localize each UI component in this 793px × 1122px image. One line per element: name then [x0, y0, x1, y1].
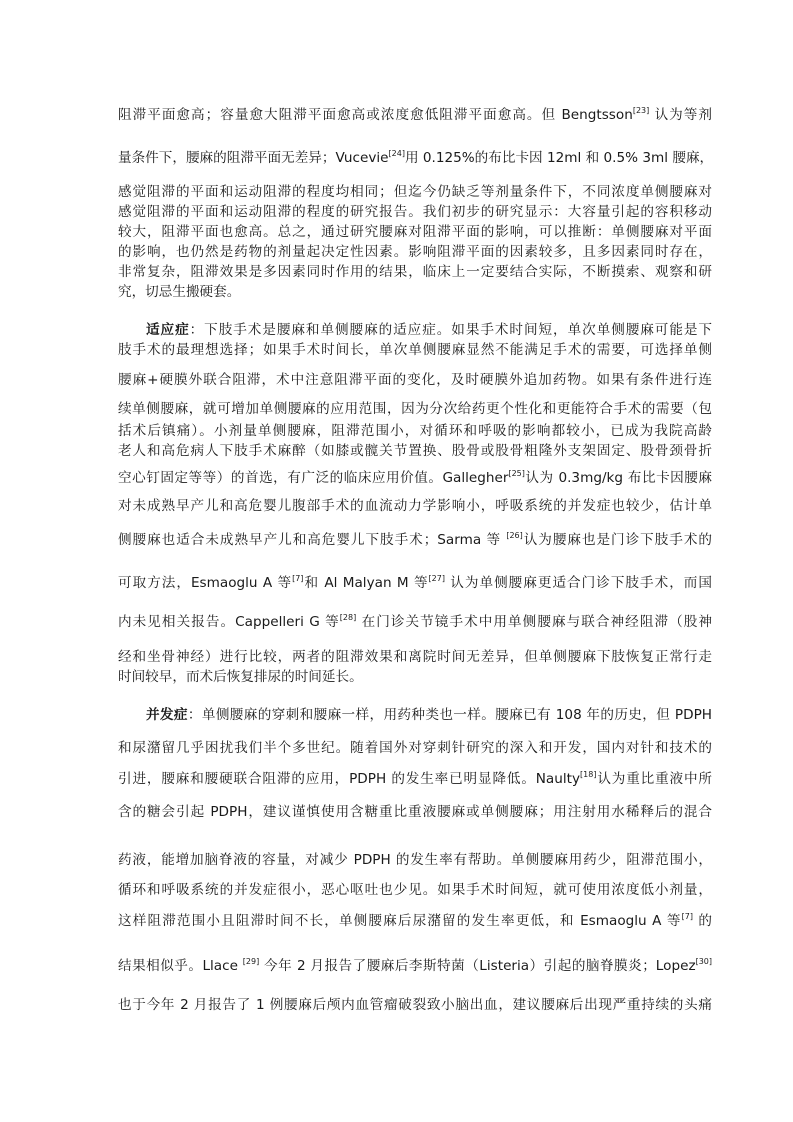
text-run: 含的糖会引起 PDPH，建议谨慎使用含糖重比重液腰麻或单侧腰麻；用注射用水稀释后的混合 — [118, 804, 712, 820]
text-run: 较大，阻滞平面也愈高。总之，通过研究腰麻对阻滞平面的影响，可以推断：单侧腰麻对平面 — [118, 224, 712, 240]
text-run: 认为重比重液中所 — [596, 771, 713, 787]
text-line — [118, 911, 712, 931]
text-run: 阻滞平面愈高；容量愈大阻滞平面愈高或浓度愈低阻滞平面愈高。但 Bengtsson — [118, 107, 633, 123]
text-run: 认为单侧腰麻更适合门诊下肢手术，而国 — [444, 575, 712, 591]
text-line — [118, 573, 712, 593]
citation-superscript: [25] — [508, 469, 525, 478]
text-line — [118, 340, 712, 360]
text-run: 这样阻滞范围小且阻滞时间不长，单侧腰麻后尿潴留的发生率更低，和 Esmaoglu A 等 — [118, 913, 682, 929]
citation-superscript: [7] — [292, 574, 304, 583]
section-heading: 适应症 — [146, 322, 190, 338]
text-run: 腰麻+硬膜外联合阻滞，术中注意阻滞平面的变化，及时硬膜外追加药物。如果有条件进行连 — [118, 372, 712, 388]
text-run: 在门诊关节镜手术中用单侧腰麻与联合神经阻滞（股神 — [356, 614, 712, 630]
text-line — [118, 282, 712, 302]
text-line — [118, 202, 712, 222]
text-run: 经和坐骨神经）进行比较，两者的阻滞效果和离院时间无差异，但单侧腰麻下肢恢复正常行走 — [118, 649, 712, 665]
text-run: 非常复杂，阻滞效果是多因素同时作用的结果，临床上一定要结合实际，不断摸索、观察和研 — [118, 264, 712, 280]
text-run: 究，切忌生搬硬套。 — [118, 284, 241, 300]
text-line — [118, 148, 712, 168]
text-run: 对未成熟早产儿和高危婴儿腹部手术的血流动力学影响小，呼吸系统的并发症也较少，估计单 — [118, 498, 712, 514]
citation-superscript: [30] — [695, 957, 712, 966]
text-run: 括术后镇痛）。小剂量单侧腰麻，阻滞范围小，对循环和呼吸的影响都较小，已成为我院高龄 — [118, 423, 712, 439]
text-line — [118, 496, 712, 516]
text-run: ：单侧腰麻的穿刺和腰麻一样，用药种类也一样。腰麻已有 108 年的历史，但 PDPH — [187, 707, 712, 723]
text-line — [118, 995, 712, 1015]
text-line — [118, 738, 712, 758]
text-line — [118, 182, 712, 202]
text-run: 认为等剂 — [649, 107, 712, 123]
text-line — [118, 262, 712, 282]
text-run: 和 Al Malyan M 等 — [303, 575, 429, 591]
text-run: ：下肢手术是腰麻和单侧腰麻的适应症。如果手术时间短，单次单侧腰麻可能是下 — [189, 322, 713, 338]
text-line — [146, 705, 712, 725]
text-line — [118, 105, 712, 125]
text-run: 循环和呼吸系统的并发症很小，恶心呕吐也少见。如果手术时间短，就可使用浓度低小剂量， — [118, 882, 712, 898]
citation-superscript: [7] — [681, 912, 693, 921]
citation-superscript: [23] — [632, 106, 650, 115]
text-line — [118, 802, 712, 822]
citation-superscript: [27] — [428, 574, 445, 583]
text-run: 肢手术的最理想选择；如果手术时间长，单次单侧腰麻显然不能满足手术的需要，可选择单侧 — [118, 342, 712, 358]
text-line — [118, 667, 712, 687]
text-line — [118, 530, 712, 550]
text-run: 和尿潴留几乎困扰我们半个多世纪。随着国外对穿刺针研究的深入和开发，国内对针和技术的 — [118, 740, 712, 756]
text-line — [118, 222, 712, 242]
citation-superscript: [28] — [339, 613, 357, 622]
text-run: 感觉阻滞的平面和运动阻滞的程度均相同；但迄今仍缺乏等剂量条件下，不同浓度单侧腰麻对 — [118, 184, 712, 200]
text-line — [118, 850, 712, 870]
text-line — [118, 956, 712, 976]
citation-superscript: [24] — [388, 149, 405, 158]
text-run: 今年 2 月报告了腰麻后李斯特菌（Listeria）引起的脑脊膜炎；Lopez — [259, 958, 696, 974]
text-run: 内未见相关报告。Cappelleri G 等 — [118, 614, 340, 630]
text-line — [118, 647, 712, 667]
text-run: 结果相似乎。Llace — [118, 958, 243, 974]
text-run: 用 0.125%的布比卡因 12ml 和 0.5% 3ml 腰麻， — [404, 150, 714, 166]
text-line — [118, 242, 712, 262]
text-run: 认为腰麻也是门诊下肢手术的 — [522, 532, 713, 548]
text-run: 引进，腰麻和腰硬联合阻滞的应用，PDPH 的发生率已明显降低。Naulty — [118, 771, 581, 787]
text-line — [146, 320, 712, 340]
text-run: 空心钉固定等等）的首选，有广泛的临床应用价值。Gallegher — [118, 470, 509, 486]
text-run: 也于今年 2 月报告了 1 例腰麻后颅内血管瘤破裂致小脑出血，建议腰麻后出现严重持续的头痛 — [118, 997, 712, 1013]
text-run: 侧腰麻也适合未成熟早产儿和高危婴儿下肢手术；Sarma 等 — [118, 532, 507, 548]
citation-superscript: [29] — [242, 957, 260, 966]
text-run: 认为 0.3mg/kg 布比卡因腰麻 — [524, 470, 712, 486]
text-line — [118, 421, 712, 441]
text-line — [118, 880, 712, 900]
text-run: 的影响，也仍然是药物的剂量起决定性因素。影响阻滞平面的因素较多，且多因素同时存在， — [118, 244, 712, 260]
text-line — [118, 468, 712, 488]
citation-superscript: [18] — [580, 770, 597, 779]
text-line — [118, 399, 712, 419]
text-run: 可取方法，Esmaoglu A 等 — [118, 575, 293, 591]
section-heading: 并发症 — [146, 707, 188, 723]
text-run: 量条件下，腰麻的阻滞平面无差异；Vucevie — [118, 150, 389, 166]
text-line — [118, 612, 712, 632]
citation-superscript: [26] — [506, 531, 523, 540]
text-line — [118, 769, 712, 789]
text-line — [118, 370, 712, 390]
text-line — [118, 441, 712, 461]
text-run: 老人和高危病人下肢手术麻醉（如膝或髋关节置换、股骨或股骨粗隆外支架固定、股骨颈骨折 — [118, 443, 712, 459]
text-run: 时间较早，而术后恢复排尿的时间延长。 — [118, 669, 363, 685]
text-run: 续单侧腰麻，就可增加单侧腰麻的应用范围，因为分次给药更个性化和更能符合手术的需要（包 — [118, 401, 712, 417]
text-run: 的 — [692, 913, 713, 929]
text-run: 药液，能增加脑脊液的容量，对减少 PDPH 的发生率有帮助。单侧腰麻用药少，阻滞范围小， — [118, 852, 712, 868]
text-run: 感觉阻滞的平面和运动阻滞的程度的研究报告。我们初步的研究显示：大容量引起的容积移动 — [118, 204, 712, 220]
